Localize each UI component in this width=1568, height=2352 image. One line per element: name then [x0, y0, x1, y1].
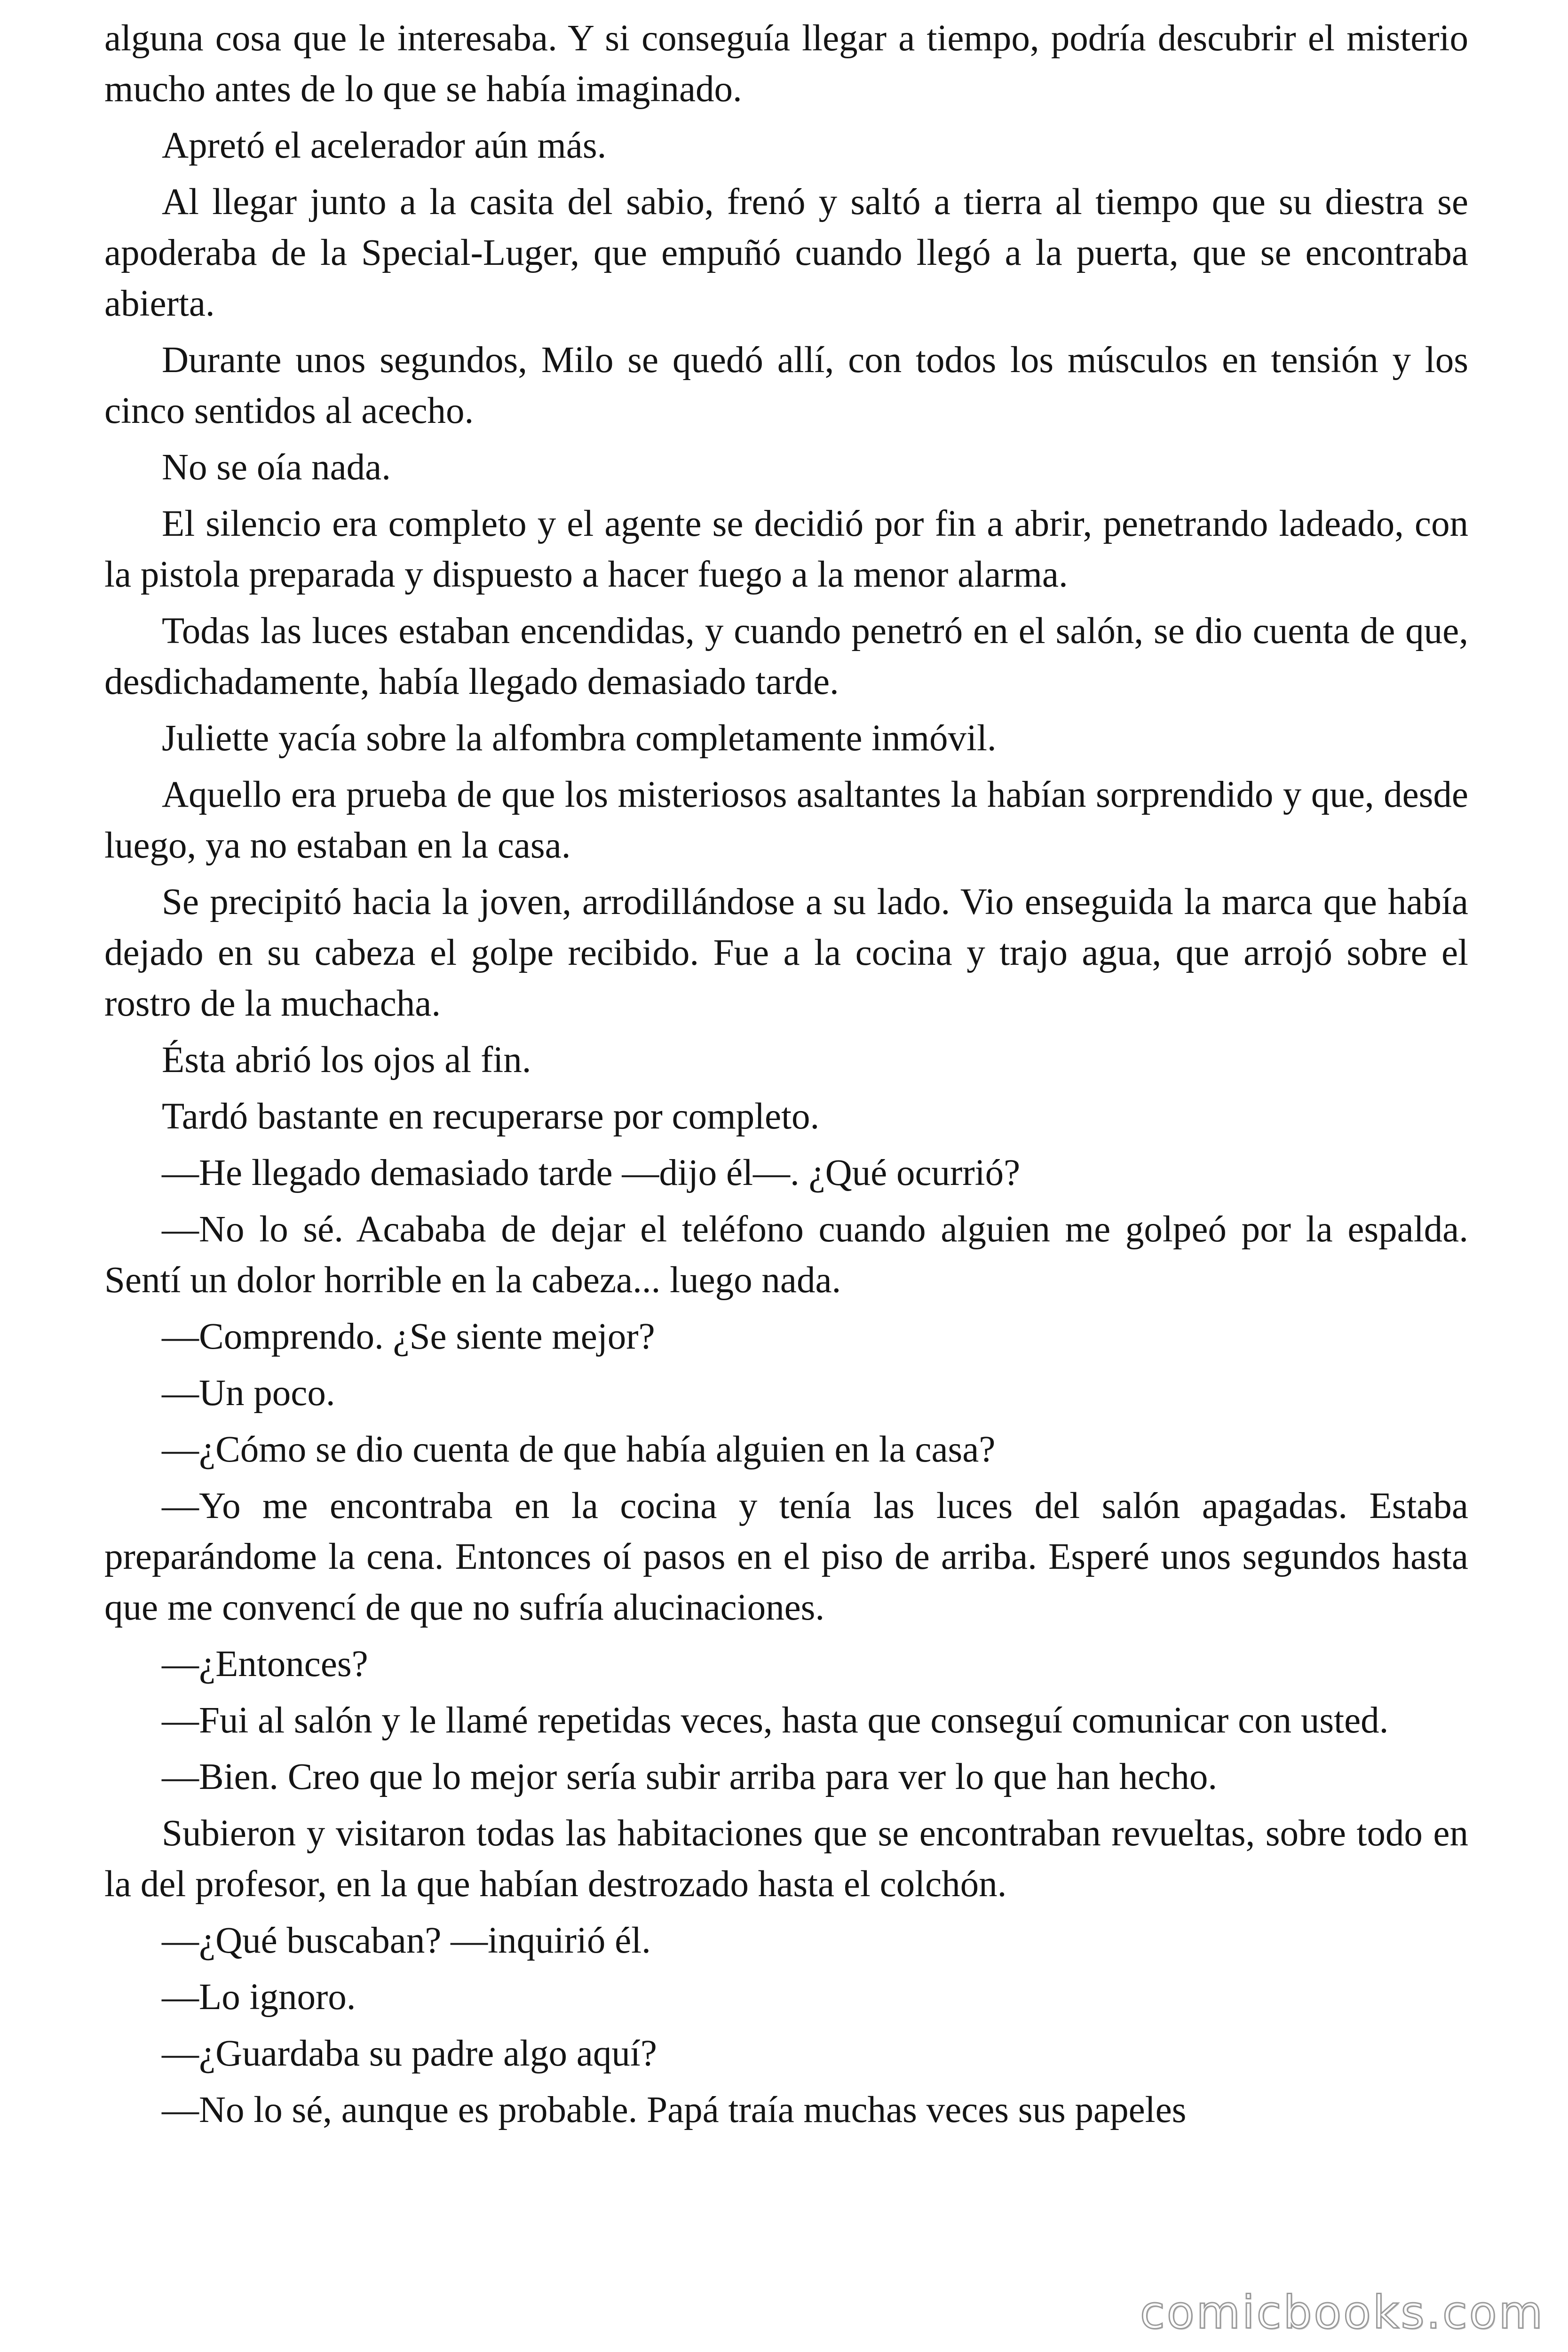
paragraph: —¿Qué buscaban? —inquirió él. — [162, 1920, 651, 1961]
paragraph: Aquello era prueba de que los misteriosos asaltantes la habían sorprendido y que, desde luego, ya no estaban en la casa. — [104, 774, 1468, 866]
paragraph: —¿Entonces? — [162, 1644, 368, 1685]
paragraph: Subieron y visitaron todas las habitaciones que se encontraban revueltas, sobre todo en la del profesor, en la que habían destrozado hasta el colchón. — [104, 1813, 1468, 1905]
paragraph: alguna cosa que le interesaba. Y si conseguía llegar a tiempo, podría descubrir el misterio mucho antes de lo que se había imaginado. — [104, 18, 1468, 110]
paragraph: —No lo sé, aunque es probable. Papá traía muchas veces sus papeles — [162, 2090, 1187, 2130]
paragraph: —¿Cómo se dio cuenta de que había alguien en la casa? — [162, 1429, 996, 1470]
paragraph: Todas las luces estaban encendidas, y cuando penetró en el salón, se dio cuenta de que, desdichadamente, había llegado demasiado tarde. — [104, 611, 1468, 702]
paragraph: Se precipitó hacia la joven, arrodillándose a su lado. Vio enseguida la marca que había dejado en su cabeza el golpe recibido. Fue a la cocina y trajo agua, que arrojó sobre el rostro de la muchacha. — [104, 882, 1468, 1024]
paragraph: Al llegar junto a la casita del sabio, frenó y saltó a tierra al tiempo que su diestra se apoderaba de la Special-Luger, que empuñó cuando llegó a la puerta, que se encontraba abierta. — [104, 182, 1468, 324]
paragraph: Juliette yacía sobre la alfombra completamente inmóvil. — [162, 718, 997, 759]
paragraph: —Bien. Creo que lo mejor sería subir arriba para ver lo que han hecho. — [162, 1756, 1218, 1797]
paragraph: —Fui al salón y le llamé repetidas veces, hasta que conseguí comunicar con usted. — [162, 1700, 1389, 1741]
paragraph: Apretó el acelerador aún más. — [162, 125, 607, 166]
paragraph: —Un poco. — [162, 1373, 335, 1414]
paragraph: El silencio era completo y el agente se decidió por fin a abrir, penetrando ladeado, con la pistola preparada y dispuesto a hacer fuego a la menor alarma. — [104, 503, 1468, 595]
paragraph: Tardó bastante en recuperarse por completo. — [162, 1096, 820, 1137]
paragraph: —No lo sé. Acababa de dejar el teléfono cuando alguien me golpeó por la espalda. Sentí un dolor horrible en la cabeza... luego nada. — [104, 1209, 1468, 1301]
body-text — [104, 13, 1468, 2141]
paragraph: No se oía nada. — [162, 447, 391, 488]
paragraph: —Lo ignoro. — [162, 1977, 356, 2018]
paragraph: Durante unos segundos, Milo se quedó allí, con todos los músculos en tensión y los cinco sentidos al acecho. — [104, 340, 1468, 431]
paragraph: Ésta abrió los ojos al fin. — [162, 1040, 531, 1081]
paragraph: —Comprendo. ¿Se siente mejor? — [162, 1316, 655, 1357]
paragraph: —¿Guardaba su padre algo aquí? — [162, 2033, 657, 2074]
paragraph: —He llegado demasiado tarde —dijo él—. ¿Qué ocurrió? — [162, 1152, 1021, 1193]
paragraph: —Yo me encontraba en la cocina y tenía las luces del salón apagadas. Estaba preparándome la cena. Entonces oí pasos en el piso de arriba. Esperé unos segundos hasta que me convencí de que no sufría alucinaciones. — [104, 1486, 1468, 1628]
watermark: comicbooks.com — [1140, 2286, 1544, 2339]
